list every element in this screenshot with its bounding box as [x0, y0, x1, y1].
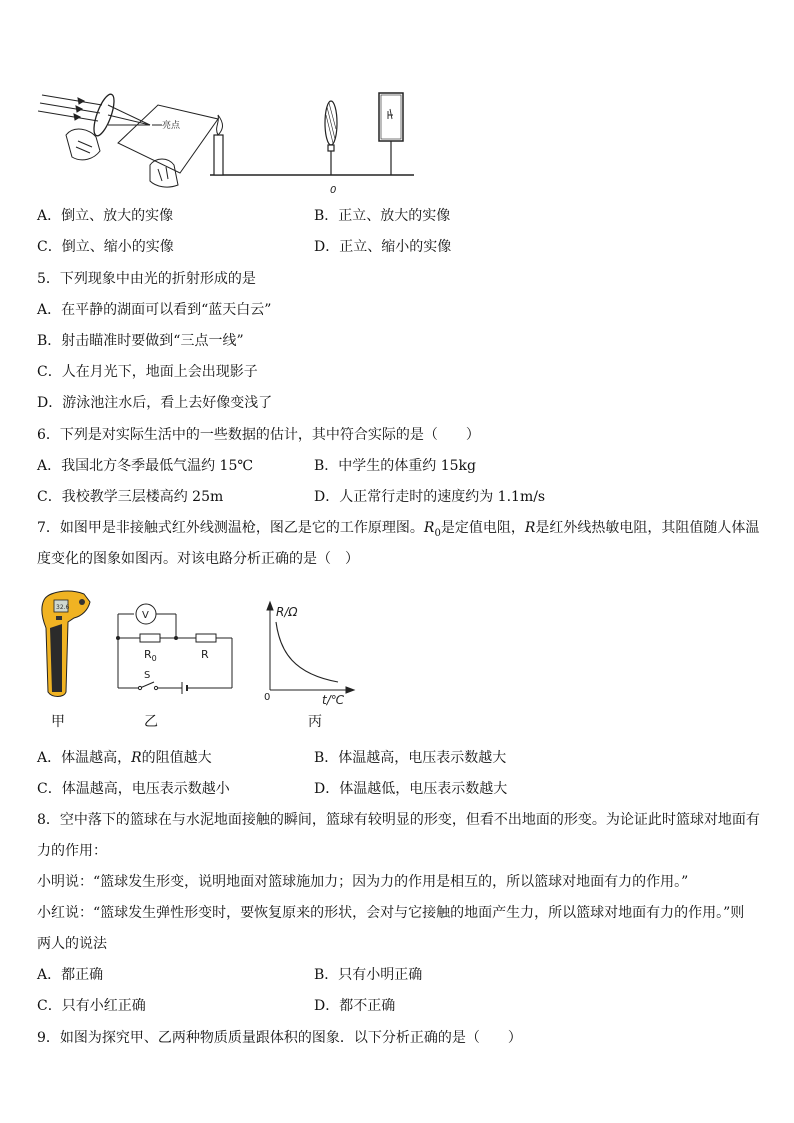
q6-option-b: B．中学生的体重约 15kg — [314, 458, 476, 474]
graph-origin: 0 — [264, 692, 271, 703]
graph-xlabel: t/℃ — [322, 693, 345, 707]
resistance-temperature-graph — [258, 600, 358, 708]
bench-zero-label: 0 — [330, 185, 337, 195]
r0-label: $R_0$ — [144, 648, 157, 663]
q5-option-b: B．射击瞄准时要做到“三点一线” — [37, 333, 244, 349]
q7-option-d: D．体温越低，电压表示数越大 — [314, 781, 508, 797]
q4-option-b: B．正立、放大的实像 — [314, 208, 451, 224]
q7-stem-r0: R — [423, 520, 435, 536]
q7-stem-r: R — [524, 520, 536, 536]
resistor-r — [196, 634, 216, 642]
q9-stem: 9．如图为探究甲、乙两种物质质量跟体积的图象．以下分析正确的是（ ） — [37, 1030, 522, 1046]
switch-label: S — [144, 670, 151, 681]
graph-ylabel: R/Ω — [276, 605, 298, 619]
q7-option-a-pre: A．体温越高， — [37, 750, 132, 766]
q7-option-a — [37, 748, 212, 768]
resistor-r0 — [140, 634, 160, 642]
lens-experiment-figure — [38, 85, 418, 195]
q4-option-d: D．正立、缩小的实像 — [314, 239, 452, 255]
q7-stem-pre: 7．如图甲是非接触式红外线测温枪，图乙是它的工作原理图。 — [37, 520, 424, 536]
q8-xiaoming-says: 小明说：“篮球发生形变，说明地面对篮球施加力；因为力的作用是相互的，所以篮球对地面有力的作用。” — [37, 874, 689, 890]
q8-xiaohong-line1: 小红说：“篮球发生弹性形变时，要恢复原来的形状，会对与它接触的地面产生力，所以篮球对地面有力的作用。”则 — [37, 905, 745, 921]
q4-option-a: A．倒立、放大的实像 — [37, 208, 174, 224]
q7-stem-r0-sub: 0 — [434, 527, 441, 539]
q8-stem-line2: 力的作用： — [37, 843, 107, 859]
q6-stem: 6．下列是对实际生活中的一些数据的估计，其中符合实际的是（ ） — [37, 427, 480, 443]
svg-text:32.6: 32.6 — [56, 604, 70, 611]
q5-option-a: A．在平静的湖面可以看到“蓝天白云” — [37, 302, 272, 318]
q8-stem-line1: 8．空中落下的篮球在与水泥地面接触的瞬间，篮球有较明显的形变，但看不出地面的形变。为论证此时篮球对地面有 — [37, 812, 760, 828]
q7-option-b: B．体温越高，电压表示数越大 — [314, 750, 507, 766]
q7-stem-line1 — [37, 518, 759, 544]
q8-option-d: D．都不正确 — [314, 998, 396, 1014]
figure-label-bing: 丙 — [308, 714, 322, 730]
q7-option-a-post: 的阻值越大 — [141, 750, 212, 766]
q7-stem-post: 是红外线热敏电阻，其阻值随人体温 — [535, 520, 760, 536]
q6-option-a: A．我国北方冬季最低气温约 15℃ — [37, 458, 254, 474]
q8-option-c: C．只有小红正确 — [37, 998, 146, 1014]
q7-option-c: C．体温越高，电压表示数越小 — [37, 781, 230, 797]
q8-option-a: A．都正确 — [37, 967, 104, 983]
q7-stem-line2: 度变化的图象如图丙。对该电路分析正确的是（ ） — [37, 551, 359, 567]
infrared-thermometer-image — [38, 588, 94, 700]
switch-icon — [140, 682, 154, 688]
q5-stem: 5．下列现象中由光的折射形成的是 — [37, 271, 256, 287]
circuit-diagram — [110, 598, 238, 696]
r-label: R — [201, 648, 209, 661]
q7-stem-mid: 是定值电阻， — [440, 520, 525, 536]
figure-label-jia: 甲 — [51, 714, 65, 730]
q6-option-c: C．我校教学三层楼高约 25m — [37, 489, 224, 505]
q6-option-d: D．人正常行走时的速度约为 1.1m/s — [314, 489, 546, 505]
q8-xiaohong-line2: 两人的说法 — [37, 936, 107, 952]
q7-option-a-r: R — [131, 750, 142, 766]
q5-option-c: C．人在月光下，地面上会出现影子 — [37, 364, 258, 380]
q8-option-b: B．只有小明正确 — [314, 967, 423, 983]
bright-spot-caption: 亮点 — [162, 121, 181, 131]
voltmeter-label: V — [142, 610, 149, 621]
q5-option-d: D．游泳池注水后，看上去好像变浅了 — [37, 395, 273, 411]
q4-option-c: C．倒立、缩小的实像 — [37, 239, 174, 255]
figure-label-yi: 乙 — [144, 714, 158, 730]
